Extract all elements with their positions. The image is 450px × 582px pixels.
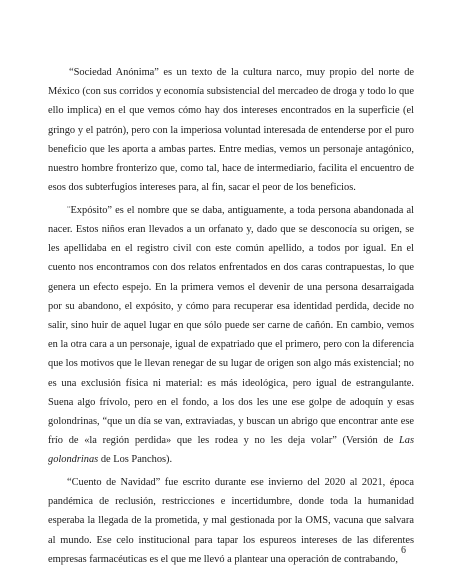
paragraph-cuento-de-navidad — [48, 473, 414, 569]
page-number: 6 — [401, 545, 406, 556]
body-text — [48, 63, 414, 572]
paragraph-sociedad-anonima — [48, 63, 414, 197]
paragraph-text-end: de Los Panchos). — [98, 454, 173, 466]
paragraph-text: “Sociedad Anónima” es un texto de la cultura narco, muy propio del norte de México (con sus corridos y economía subsistencial del mercadeo de droga y todo lo que ello implica) en el que vemos cómo hay dos intereses encontrados en la superficie (el gringo y el patrón), pero con la imperiosa voluntad interesada de entenderse por el puro beneficio que les aporta a ambas partes. Entre medias, vemos un personaje antagónico, nuestro hombre fronterizo que, como tal, hace de intermediario, facilita el encuentro de esos dos subterfugios intereses para, al fin, sacar el peor de los beneficios. — [48, 67, 414, 194]
paragraph-exposito — [48, 201, 414, 470]
song-title: Las golondrinas — [48, 435, 414, 466]
paragraph-text: ¨Expósito” es el nombre que se daba, antiguamente, a toda persona abandonada al nacer. Estos niños eran llevados a un orfanato y, dado que se desconocía su origen, se les apellidaba en el registro civil con este común apellido, a todos por igual. En el cuento nos encontramos con dos relatos enfrentados en dos caras contrapuestas, lo que genera un efecto espejo. En la primera vemos el devenir de una persona desarraigada por su abandono, el expósito, y cómo para recuperar esa identidad perdida, decide no salir, sino huir de aquel lugar en que sólo puede ser carne de cañón. En cambio, vemos en la otra cara a un personaje, igual de expatriado que el primero, pero con la diferencia que los motivos que le llevan renegar de su lugar de origen son algo más existencial; no es una exclusión física ni material: es más ideológica, pero igual de estrangulante. Suena algo frívolo, pero en el fondo, a los dos les une ese golpe de adoquín y esas golondrinas, “que un día se van, extraviadas, y buscan un abrigo que encontrar ante ese frío de «la región perdida» que les rodea y no les deja volar” (Versión de — [48, 204, 414, 447]
paragraph-text: “Cuento de Navidad” fue escrito durante ese invierno del 2020 al 2021, época pandémica de reclusión, restricciones e incertidumbre, donde toda la humanidad esperaba la llegada de la prometida, y mal gestionada por la OMS, vacuna que salvara al mundo. Ese celo institucional para tapar los espureos intereses de las diferentes empresas farmacéuticas es el que me llevó a plantear una operación de contrabando, — [48, 477, 414, 565]
